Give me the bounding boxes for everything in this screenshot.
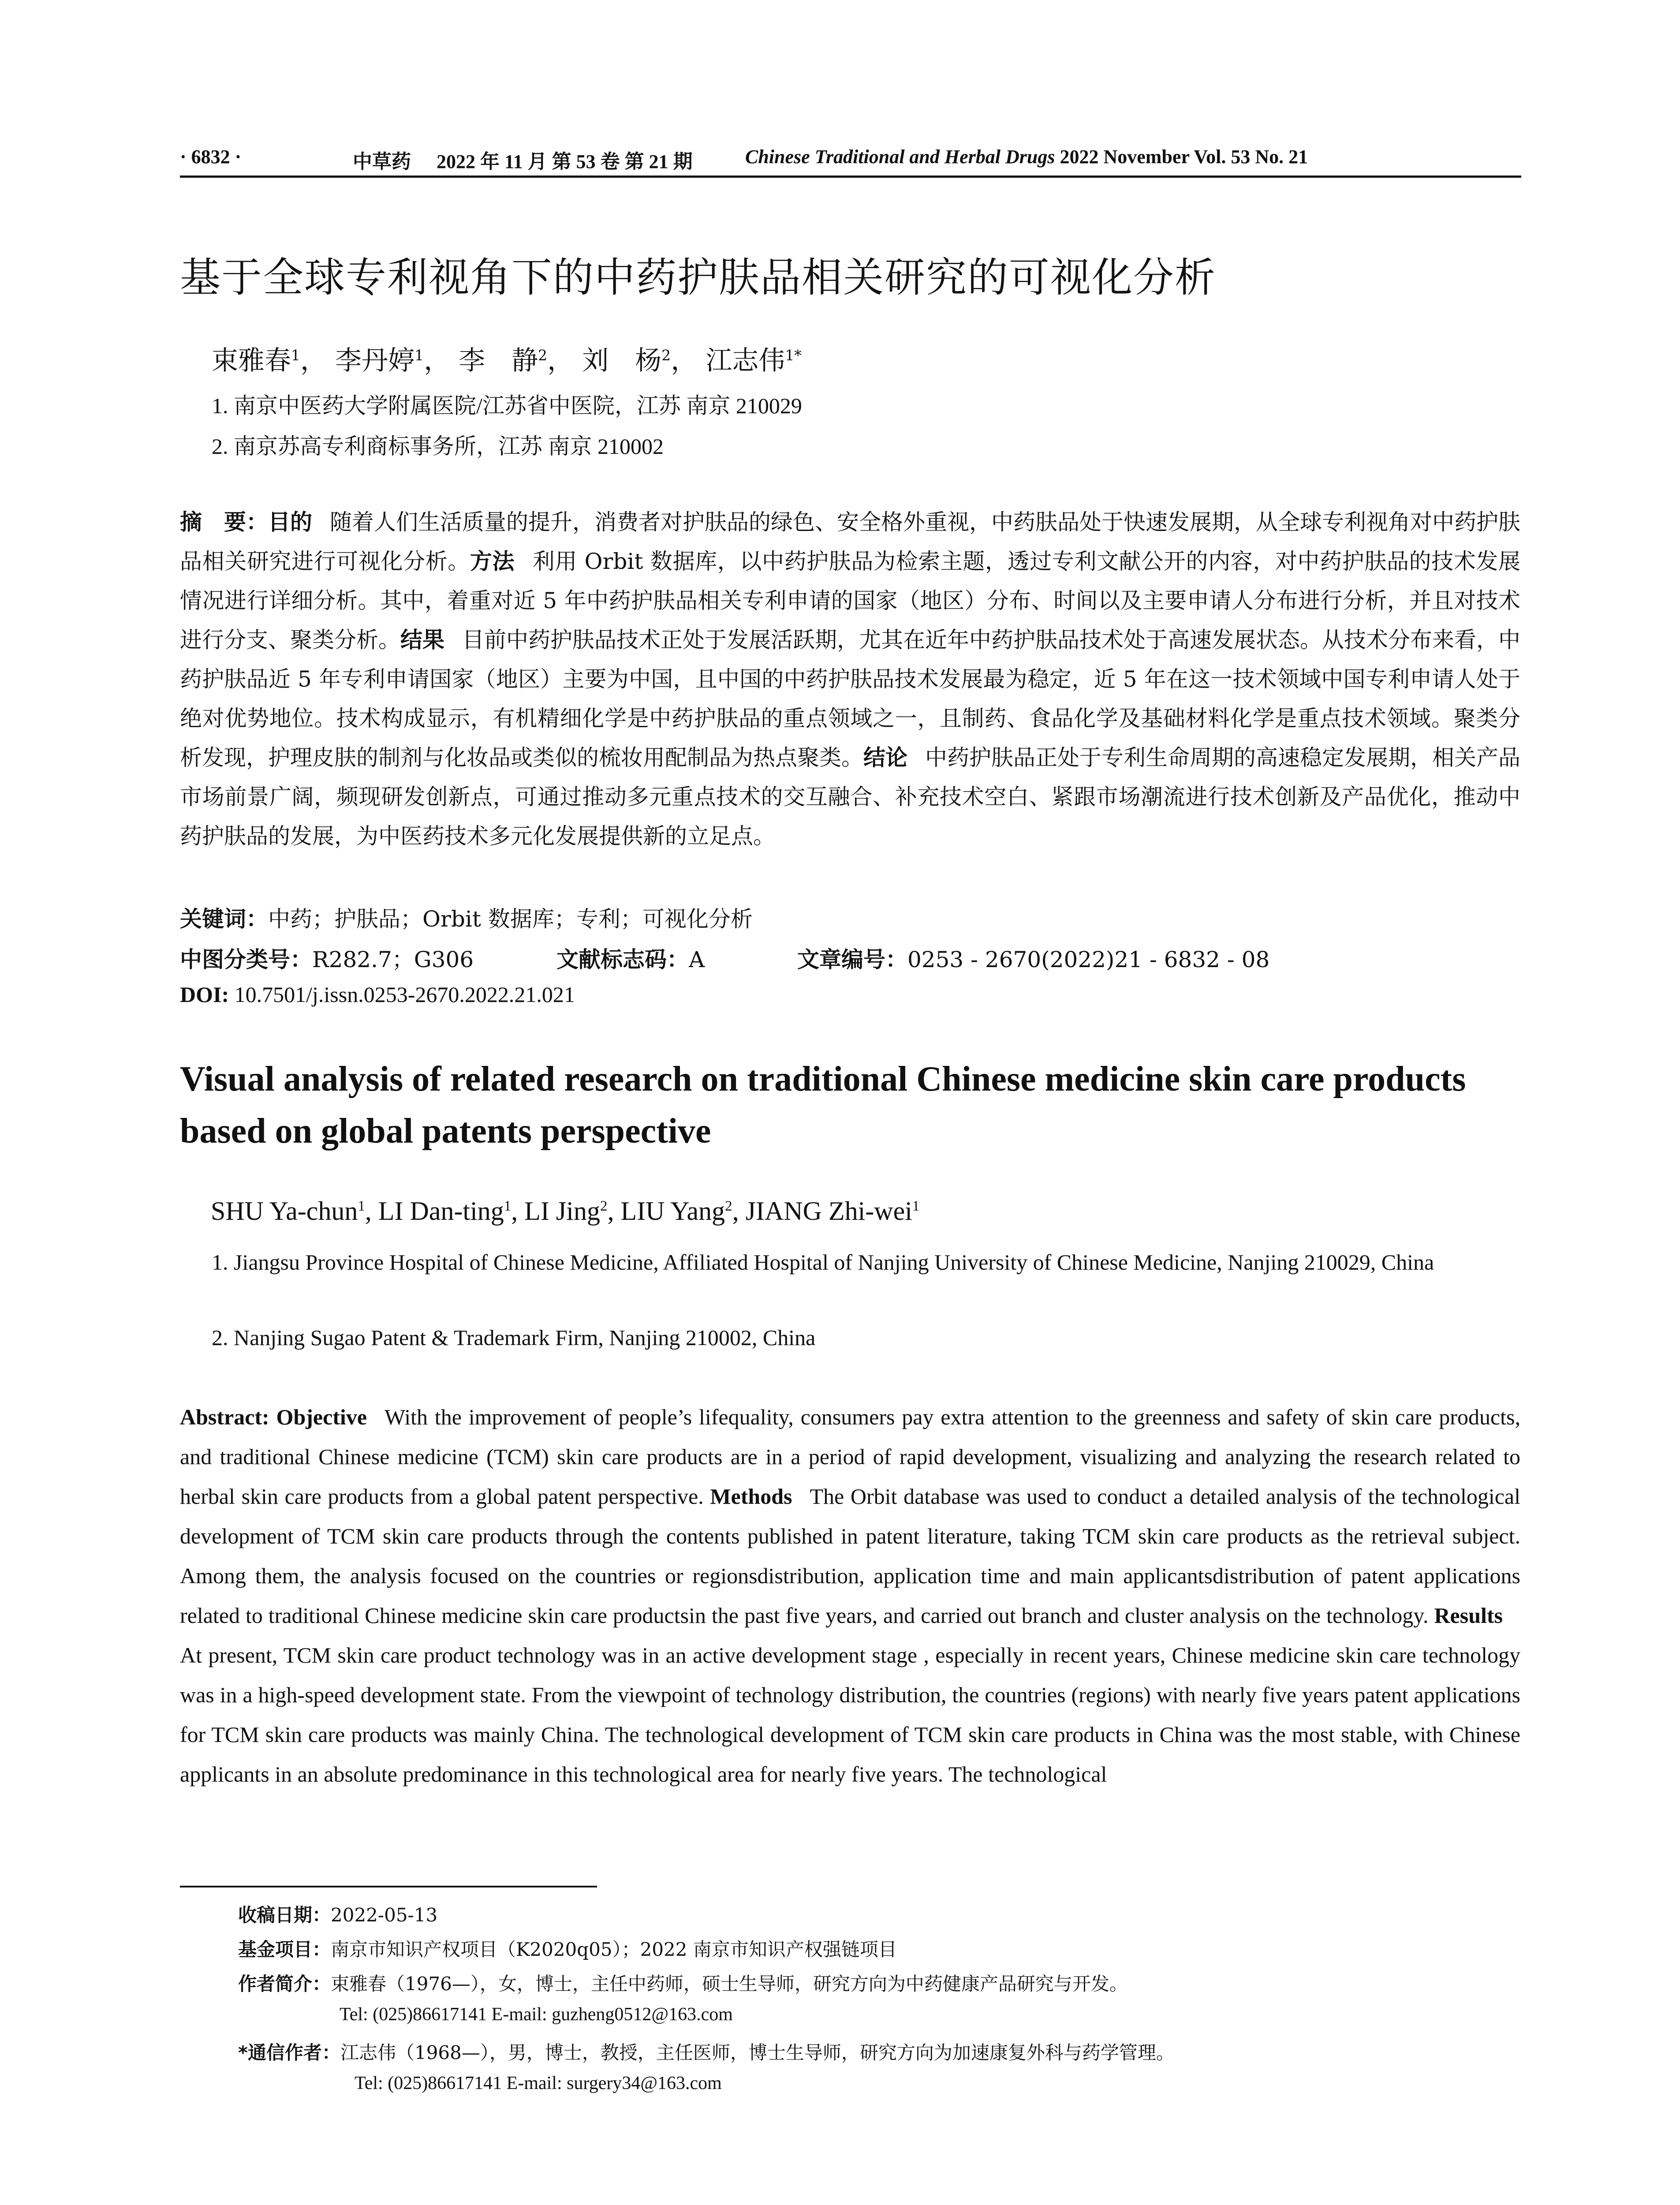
author-bio: 束雅春（1976—），女，博士，主任中药师，硕士生导师，研究方向为中药健康产品研究与开发。 — [331, 1973, 1128, 1995]
methods-text-cn: 利用 Orbit 数据库，以中药护肤品为检索主题，透过专利文献公开的内容，对中药护肤品的技术发展情况进行详细分析。其中，着重对近 5 年中药护肤品相关专利申请的国家（地区）分布、时间以及主要申请人分布进行分析，并且对技术进行分支、聚类分析。 — [180, 549, 1521, 653]
abstract-en — [180, 1397, 1520, 1794]
received-date: 2022-05-13 — [331, 1904, 438, 1926]
author-en: LI Dan-ting — [378, 1196, 504, 1226]
objective-text-en: With the improvement of people’s lifequality, consumers pay extra attention to the greenness and safety of skin care products, and traditional Chinese medicine (TCM) skin care products are in a period of rapid development, visualizing and analyzing the research related to herbal skin care products from a global patent perspective. — [180, 1405, 1520, 1509]
author-en: LI Jing — [524, 1196, 600, 1226]
results-text-en: At present, TCM skin care product technology was in an active development stage , especially in recent years, Chinese medicine skin care technology was in a high-speed development state. From the viewpoint of technology distribution, the countries (regions) with nearly five years patent applications for TCM skin care products was mainly China. The technological development of TCM skin care products in China was the most stable, with Chinese applicants in an absolute predominance in this technological area for nearly five years. The technological — [180, 1643, 1520, 1786]
doi-label: DOI: — [180, 982, 229, 1007]
author-sup: 2 — [600, 1198, 608, 1214]
author-en: LIU Yang — [620, 1196, 725, 1226]
abstract-cn — [180, 503, 1520, 856]
author-en: JIANG Zhi-wei — [745, 1196, 912, 1226]
conclusion-label-cn: 结论 — [863, 745, 907, 770]
author-cn: 李 静 — [459, 345, 538, 376]
footnote-received — [238, 1901, 437, 1927]
affiliation-cn-2: 2. 南京苏高专利商标事务所，江苏 南京 210002 — [212, 434, 664, 459]
author-cn: 刘 杨 — [582, 345, 662, 376]
doi-line — [180, 982, 575, 1007]
results-label-cn: 结果 — [400, 627, 444, 653]
footnote-rule — [180, 1886, 597, 1887]
header-rule — [180, 176, 1521, 178]
header-en — [745, 146, 1308, 168]
objective-label-en: Objective — [276, 1405, 367, 1429]
results-label-en: Results — [1434, 1603, 1503, 1628]
methods-label-cn: 方法 — [470, 549, 515, 574]
author-sup: 2 — [725, 1198, 732, 1214]
classification-line — [180, 942, 474, 974]
author-cn: 江志伟 — [706, 345, 785, 376]
author-bio-label: 作者简介： — [238, 1973, 331, 1995]
author-en: SHU Ya-chun — [211, 1196, 358, 1226]
issue-en: 2022 November Vol. 53 No. 21 — [1060, 146, 1308, 168]
objective-label-cn: 目的 — [268, 509, 312, 535]
corr-label: *通信作者： — [238, 2042, 340, 2063]
fund-label: 基金项目： — [238, 1939, 331, 1960]
title-cn: 基于全球专利视角下的中药护肤品相关研究的可视化分析 — [180, 254, 1217, 301]
author-sup: 2 — [661, 347, 671, 364]
author-contact: Tel: (025)86617141 E-mail: guzheng0512@163.com — [340, 2004, 733, 2025]
abstract-label-en: Abstract: — [180, 1405, 269, 1429]
issue-cn: 2022 年 11 月 第 53 卷 第 21 期 — [437, 151, 693, 172]
authors-cn: 束雅春$^1$， 李丹婷$^1$， 李 静$^2$， 刘 杨$^2$， 江志伟$^{1*}$ — [212, 345, 802, 376]
article-no-label: 文章编号： — [797, 947, 907, 972]
fund-text: 南京市知识产权项目（K2020q05）；2022 南京市知识产权强链项目 — [331, 1939, 897, 1960]
doc-code — [556, 942, 705, 974]
conclusion-text-cn: 中药护肤品正处于专利生命周期的高速稳定发展期，相关产品市场前景广阔，频现研发创新点，可通过推动多元重点技术的交互融合、补充技术空白、紧跟市场潮流进行技术创新及产品优化，推动中药护肤品的发展，为中医药技术多元化发展提供新的立足点。 — [180, 745, 1520, 849]
results-text-cn: 目前中药护肤品技术正处于发展活跃期，尤其在近年中药护肤品技术处于高速发展状态。从技术分布来看，中药护肤品近 5 年专利申请国家（地区）主要为中国，且中国的中药护肤品技术发展最为稳定，近 5 年在这一技术领域中国专利申请人处于绝对优势地位。技术构成显示，有机精细化学是中药护肤品的重点领域之一，且制药、食品化学及基础材料化学是重点技术领域。聚类分析发现，护理皮肤的制剂与化妆品或类似的梳妆用配制品为热点聚类。 — [180, 627, 1520, 770]
affiliation-en-2: 2. Nanjing Sugao Patent & Trademark Firm, Nanjing 210002, China — [212, 1325, 816, 1350]
objective-text-cn: 随着人们生活质量的提升，消费者对护肤品的绿色、安全格外重视，中药肤品处于快速发展期，从全球专利视角对中药护肤品相关研究进行可视化分析。 — [180, 509, 1520, 574]
authors-en: SHU Ya-chun$^1$, LI Dan-ting$^1$, LI Jing$^2$, LIU Yang$^2$, JIANG Zhi-wei$^1$ — [211, 1196, 920, 1226]
clc-value: R282.7；G306 — [312, 947, 474, 972]
doc-code-label: 文献标志码： — [556, 947, 689, 972]
keywords-cn — [180, 901, 753, 933]
journal-name-cn: 中草药 — [353, 150, 411, 173]
title-en: Visual analysis of related research on traditional Chinese medicine skin care products based on global patents perspective — [180, 1060, 1466, 1151]
corr-bio: 江志伟（1968—），男，博士，教授，主任医师，博士生导师，研究方向为加速康复外科与药学管理。 — [340, 2042, 1175, 2063]
footnote-fund — [238, 1935, 897, 1962]
author-cn: 束雅春 — [212, 345, 291, 376]
keywords-label: 关键词： — [180, 906, 268, 932]
article-number — [797, 942, 1269, 974]
author-sup: 1* — [785, 347, 802, 364]
footnote-corresponding — [238, 2038, 1175, 2065]
article-no-value: 0253 - 2670(2022)21 - 6832 - 08 — [907, 947, 1270, 972]
page-number: · 6832 · — [180, 146, 242, 168]
journal-name-en: Chinese Traditional and Herbal Drugs — [745, 146, 1055, 168]
author-sup: 1 — [291, 347, 300, 364]
methods-label-en: Methods — [710, 1484, 792, 1509]
author-sup: 1 — [358, 1198, 365, 1214]
doc-code-value: A — [689, 947, 705, 972]
author-sup: 1 — [414, 347, 424, 364]
clc-label: 中图分类号： — [180, 947, 312, 972]
methods-text-en: The Orbit database was used to conduct a detailed analysis of the technological development of TCM skin care products through the contents published in patent literature, taking TCM skin care products as the retrieval subject. Among them, the analysis focused on the countries or regionsdistribution, application time and main applicantsdistribution of patent applications related to traditional Chinese medicine skin care productsin the past five years, and carried out branch and cluster analysis on the technology. — [180, 1484, 1521, 1628]
author-sup: 1 — [504, 1198, 511, 1214]
affiliation-en-1: 1. Jiangsu Province Hospital of Chinese Medicine, Affiliated Hospital of Nanjing University of Chinese Medicine, Nanjing 210029, China — [212, 1250, 1434, 1274]
footnote-author — [238, 1970, 1128, 1996]
doi-value: 10.7501/j.issn.0253-2670.2022.21.021 — [234, 982, 575, 1007]
author-sup: 1 — [912, 1198, 920, 1214]
author-cn: 李丹婷 — [335, 345, 415, 376]
corr-contact: Tel: (025)86617141 E-mail: surgery34@163.com — [355, 2073, 722, 2093]
author-sup: 2 — [538, 347, 548, 364]
keywords-text: 中药；护肤品；Orbit 数据库；专利；可视化分析 — [268, 906, 753, 932]
abstract-label-cn: 摘 要： — [180, 509, 268, 535]
received-label: 收稿日期： — [238, 1904, 331, 1926]
affiliation-cn-1: 1. 南京中医药大学附属医院/江苏省中医院，江苏 南京 210029 — [212, 393, 802, 418]
